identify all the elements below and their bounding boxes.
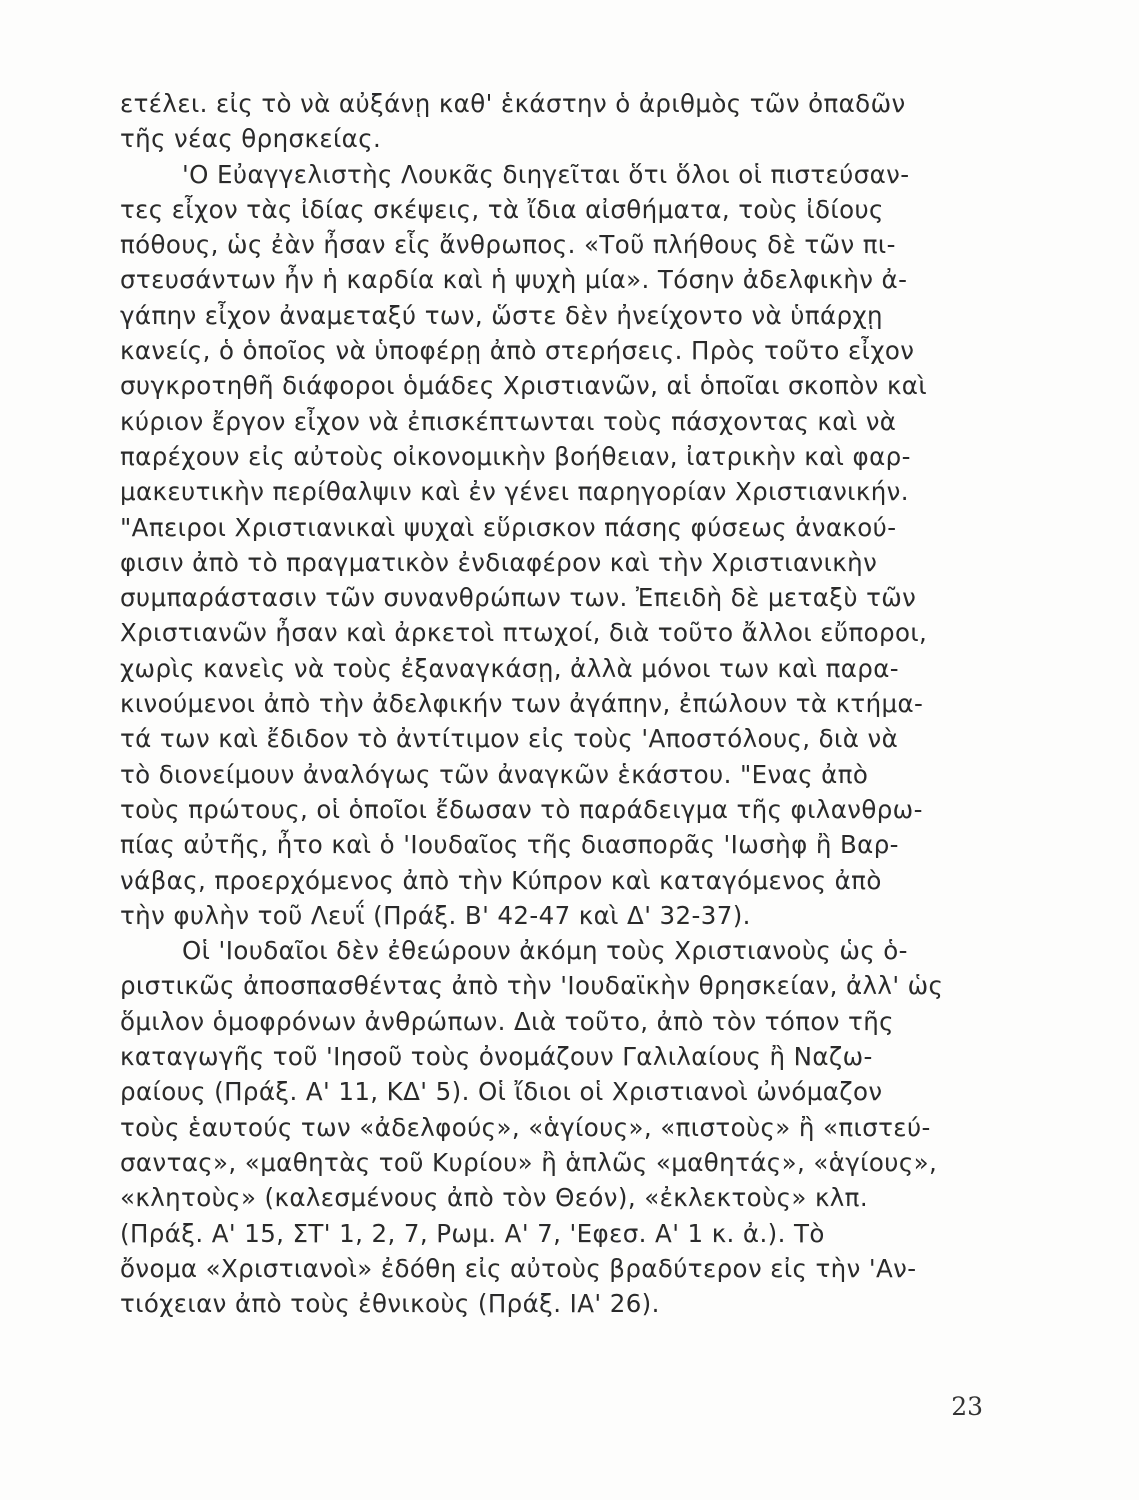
text-line: χωρὶς κανεὶς νὰ τοὺς ἐξαναγκάσῃ, ἀλλὰ μόνοι των καὶ παρα-: [120, 653, 900, 683]
text-line: καταγωγῆς τοῦ 'Ιησοῦ τοὺς ὀνομάζουν Γαλιλαίους ἢ Ναζω-: [120, 1042, 873, 1072]
text-line: τῆς νέας θρησκείας.: [120, 124, 382, 154]
text-line: ριστικῶς ἀποσπασθέντας ἀπὸ τὴν 'Ιουδαϊκὴν θρησκείαν, ἀλλ' ὡς: [120, 971, 944, 1001]
text-line: τες εἶχον τὰς ἰδίας σκέψεις, τὰ ἴδια αἰσθήματα, τοὺς ἰδίους: [120, 194, 884, 224]
text-line: τοὺς ἑαυτούς των «ἀδελφούς», «ἁγίους», «πιστοὺς» ἢ «πιστεύ-: [120, 1112, 931, 1142]
text-line: συγκροτηθῆ διάφοροι ὁμάδες Χριστιανῶν, αἱ ὁποῖαι σκοπὸν καὶ: [120, 371, 928, 401]
text-line: ετέλει. εἰς τὸ νὰ αὐξάνῃ καθ' ἑκάστην ὁ ἀριθμὸς τῶν ὀπαδῶν: [120, 89, 906, 118]
text-line: τιόχειαν ἀπὸ τοὺς ἐθνικοὺς (Πράξ. ΙΑ' 26).: [120, 1289, 660, 1319]
text-line: ὄνομα «Χριστιανοὶ» ἐδόθη εἰς αὐτοὺς βραδύτερον εἰς τὴν 'Αν-: [120, 1253, 917, 1283]
text-line: στευσάντων ἦν ἡ καρδία καὶ ἡ ψυχὴ μία». Τόσην ἀδελφικὴν ἀ-: [120, 265, 908, 295]
body-text: [120, 86, 990, 1321]
text-line: πόθους, ὡς ἐὰν ἦσαν εἷς ἄνθρωπος. «Τοῦ πλήθους δὲ τῶν πι-: [120, 230, 896, 260]
text-line: Χριστιανῶν ἦσαν καὶ ἀρκετοὶ πτωχοί, διὰ τοῦτο ἄλλοι εὔποροι,: [120, 618, 928, 648]
text-line: παρέχουν εἰς αὐτοὺς οἰκονομικὴν βοήθειαν, ἰατρικὴν καὶ φαρ-: [120, 441, 911, 471]
text-line: ραίους (Πράξ. Α' 11, ΚΔ' 5). Οἱ ἴδιοι οἱ Χριστιανοὶ ὠνόμαζον: [120, 1077, 883, 1107]
text-line: κανείς, ὁ ὁποῖος νὰ ὑποφέρῃ ἀπὸ στερήσεις. Πρὸς τοῦτο εἶχον: [120, 336, 915, 366]
text-line: τά των καὶ ἔδιδον τὸ ἀντίτιμον εἰς τοὺς 'Αποστόλους, διὰ νὰ: [120, 724, 899, 754]
text-line: νάβας, προερχόμενος ἀπὸ τὴν Κύπρον καὶ καταγόμενος ἀπὸ: [120, 865, 882, 895]
text-line: "Απειροι Χριστιανικαὶ ψυχαὶ εὕρισκον πάσης φύσεως ἀνακού-: [120, 512, 897, 542]
text-line: ὅμιλον ὁμοφρόνων ἀνθρώπων. Διὰ τοῦτο, ἀπὸ τὸν τόπον τῆς: [120, 1006, 894, 1036]
text-line: τὴν φυλὴν τοῦ Λευΐ (Πράξ. Β' 42-47 καὶ Δ' 32-37).: [120, 900, 751, 930]
text-line: γάπην εἶχον ἀναμεταξύ των, ὥστε δὲν ἠνείχοντο νὰ ὑπάρχῃ: [120, 300, 883, 330]
text-line: κύριον ἔργον εἶχον νὰ ἐπισκέπτωνται τοὺς πάσχοντας καὶ νὰ: [120, 406, 897, 436]
page-number: 23: [951, 1392, 983, 1421]
text-line: τὸ διονείμουν ἀναλόγως τῶν ἀναγκῶν ἑκάστου. "Ενας ἀπὸ: [120, 759, 869, 789]
text-line: κινούμενοι ἀπὸ τὴν ἀδελφικήν των ἀγάπην, ἐπώλουν τὰ κτήμα-: [120, 689, 924, 719]
text-line: (Πράξ. Α' 15, ΣΤ' 1, 2, 7, Ρωμ. Α' 7, 'Εφεσ. Α' 1 κ. ἀ.). Τὸ: [120, 1218, 825, 1248]
paragraph-start-line: Οἱ 'Ιουδαῖοι δὲν ἐθεώρουν ἀκόμη τοὺς Χριστιανοὺς ὡς ὁ-: [182, 936, 908, 966]
text-line: τοὺς πρώτους, οἱ ὁποῖοι ἔδωσαν τὸ παράδειγμα τῆς φιλανθρω-: [120, 794, 923, 824]
text-line: σαντας», «μαθητὰς τοῦ Κυρίου» ἢ ἁπλῶς «μαθητάς», «ἁγίους»,: [120, 1147, 938, 1177]
text-line: φισιν ἀπὸ τὸ πραγματικὸν ἐνδιαφέρον καὶ τὴν Χριστιανικὴν: [120, 547, 878, 577]
text-line: μακευτικὴν περίθαλψιν καὶ ἐν γένει παρηγορίαν Χριστιανικήν.: [120, 477, 909, 507]
text-line: «κλητοὺς» (καλεσμένους ἀπὸ τὸν Θεόν), «ἐκλεκτοὺς» κλπ.: [120, 1183, 869, 1213]
paragraph-start-line: 'Ο Εὐαγγελιστὴς Λουκᾶς διηγεῖται ὅτι ὅλοι οἱ πιστεύσαν-: [182, 159, 910, 189]
text-line: πίας αὐτῆς, ἦτο καὶ ὁ 'Ιουδαῖος τῆς διασπορᾶς 'Ιωσὴφ ἢ Βαρ-: [120, 830, 899, 860]
text-line: συμπαράστασιν τῶν συνανθρώπων των. Ἐπειδὴ δὲ μεταξὺ τῶν: [120, 583, 917, 613]
